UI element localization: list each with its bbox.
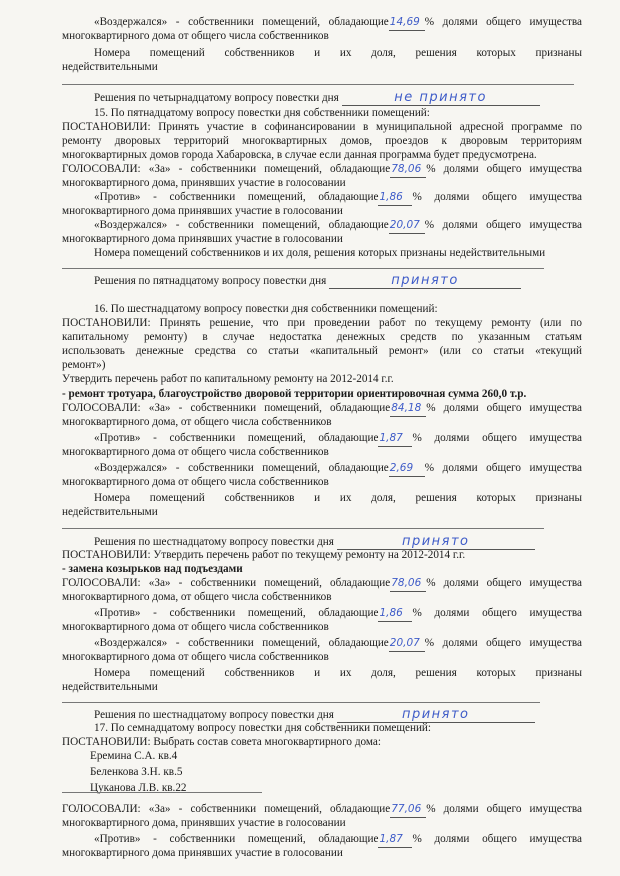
q15-resolution-3: многоквартирных домов города Хабаровска, в случае если данная программа будет предусмотрена. xyxy=(62,149,537,161)
q14-invalid-line-2: недействительными xyxy=(62,61,158,73)
council-member: Беленкова З.Н. кв.5 xyxy=(90,766,183,778)
q16-invalid-line: Номера помещений собственников и их доля, решения которых признаны xyxy=(94,492,582,504)
handwritten-decision: не принято xyxy=(342,91,540,106)
q15-resolution-1: ПОСТАНОВИЛИ: Принять участие в софинансировании в муниципальной адресной программе по xyxy=(62,121,582,133)
handwritten-value: 1,86 xyxy=(378,607,412,622)
q17-vote-against-2: многоквартирного дома принявших участие в голосовании xyxy=(62,847,343,859)
q16-invalid-line-2: недействительными xyxy=(62,506,158,518)
handwritten-value: 1,86 xyxy=(378,191,412,206)
q16-capital-item: - ремонт тротуара, благоустройство дворовой территории ориентировочная сумма 260,0 т.р. xyxy=(62,388,527,400)
q16b-vote-abstain: «Воздержался» - собственники помещений, обладающие20,07 % долями общего имущества xyxy=(94,637,582,652)
q16-decision: Решения по шестнадцатому вопросу повестки дня принято xyxy=(94,535,535,550)
council-member: Еремина С.А. кв.4 xyxy=(90,750,178,762)
q15-vote-for: ГОЛОСОВАЛИ: «За» - собственники помещений, обладающие78,06 % долями общего имущества xyxy=(62,163,582,178)
divider xyxy=(62,528,544,529)
q16b-resolution: ПОСТАНОВИЛИ: Утвердить перечень работ по текущему ремонту на 2012-2014 г.г. xyxy=(62,549,466,561)
q17-resolution: ПОСТАНОВИЛИ: Выбрать состав совета многоквартирного дома: xyxy=(62,736,381,748)
handwritten-value: 84,18 xyxy=(390,402,426,417)
divider xyxy=(62,84,574,85)
q16b-vote-against: «Против» - собственники помещений, обладающие1,86 % долями общего имущества xyxy=(94,607,582,622)
handwritten-value: 1,87 xyxy=(378,833,412,848)
q16b-item: - замена козырьков над подъездами xyxy=(62,563,243,575)
q15-resolution-2: ремонту дворовых территорий многоквартирных домов, проездов к дворовым территориям xyxy=(62,135,582,147)
handwritten-value: 20,07 xyxy=(389,637,425,652)
q15-heading: 15. По пятнадцатому вопросу повестки дня собственники помещений: xyxy=(94,107,430,119)
divider xyxy=(62,792,262,793)
handwritten-value: 20,07 xyxy=(389,219,425,234)
council-member: Цуканова Л.В. кв.22 xyxy=(90,782,187,794)
divider xyxy=(62,702,540,703)
q16-vote-against-2: многоквартирного дома от общего числа собственников xyxy=(62,446,329,458)
q14-abstain-line-2: многоквартирного дома от общего числа собственников xyxy=(62,30,329,42)
q16b-invalid-line-2: недействительными xyxy=(62,681,158,693)
q16-resolution-1: ПОСТАНОВИЛИ: Принять решение, что при проведении работ по текущему ремонту (или по xyxy=(62,317,582,329)
q16-vote-for: ГОЛОСОВАЛИ: «За» - собственники помещений, обладающие84,18 % долями общего имущества xyxy=(62,402,582,417)
q16-resolution-3: использовать денежные средства со статьи «капитальный ремонт» (или со статьи «текущий xyxy=(62,345,582,357)
handwritten-value: 14,69 xyxy=(389,16,425,31)
handwritten-decision: принято xyxy=(337,535,535,550)
handwritten-value: 77,06 xyxy=(390,803,426,818)
q15-vote-against-2: многоквартирного дома принявших участие в голосовании xyxy=(62,205,343,217)
handwritten-value: 78,06 xyxy=(390,577,426,592)
q16b-invalid-line: Номера помещений собственников и их доля, решения которых признаны xyxy=(94,667,582,679)
q14-abstain-line: «Воздержался» - собственники помещений, обладающие14,69 % долями общего имущества xyxy=(94,16,582,31)
handwritten-value: 2,69 xyxy=(389,462,425,477)
q15-vote-for-2: многоквартирного дома, принявших участие в голосовании xyxy=(62,177,346,189)
q15-vote-abstain-2: многоквартирного дома принявших участие в голосовании xyxy=(62,233,343,245)
q16-heading: 16. По шестнадцатому вопросу повестки дня собственники помещений: xyxy=(94,303,438,315)
q16-vote-abstain: «Воздержался» - собственники помещений, обладающие2,69 % долями общего имущества xyxy=(94,462,582,477)
q16b-decision: Решения по шестнадцатому вопросу повестки дня принято xyxy=(94,708,535,723)
handwritten-value: 78,06 xyxy=(390,163,426,178)
q15-invalid: Номера помещений собственников и их доля, решения которых признаны недействительными xyxy=(94,247,546,259)
q17-vote-for: ГОЛОСОВАЛИ: «За» - собственники помещений, обладающие77,06 % долями общего имущества xyxy=(62,803,582,818)
q16-vote-for-2: многоквартирного дома, от общего числа собственников xyxy=(62,416,332,428)
q16-capital-list: Утвердить перечень работ по капитальному ремонту на 2012-2014 г.г. xyxy=(62,373,394,385)
handwritten-decision: принято xyxy=(329,274,521,289)
divider xyxy=(62,268,544,269)
q17-vote-against: «Против» - собственники помещений, обладающие1,87 % долями общего имущества xyxy=(94,833,582,848)
q16-vote-abstain-2: многоквартирного дома от общего числа собственников xyxy=(62,476,329,488)
q15-decision: Решения по пятнадцатому вопросу повестки дня принято xyxy=(94,274,521,289)
q15-vote-abstain: «Воздержался» - собственники помещений, обладающие20,07 % долями общего имущества xyxy=(94,219,582,234)
q17-heading: 17. По семнадцатому вопросу повестки дня собственники помещений: xyxy=(94,722,432,734)
q14-invalid-line: Номера помещений собственников и их доля, решения которых признаны xyxy=(94,47,582,59)
q17-vote-for-2: многоквартирного дома, принявших участие в голосовании xyxy=(62,817,346,829)
q16b-vote-against-2: многоквартирного дома от общего числа собственников xyxy=(62,621,329,633)
q16-resolution-4: ремонт») xyxy=(62,359,106,371)
q16b-vote-for-2: многоквартирного дома, от общего числа собственников xyxy=(62,591,332,603)
q15-vote-against: «Против» - собственники помещений, обладающие1,86 % долями общего имущества xyxy=(94,191,582,206)
q16-resolution-2: капитальному ремонту) в случае недостатка денежных средств по указанным статьям xyxy=(62,331,582,343)
q16-vote-against: «Против» - собственники помещений, обладающие1,87 % долями общего имущества xyxy=(94,432,582,447)
handwritten-decision: принято xyxy=(337,708,535,723)
handwritten-value: 1,87 xyxy=(378,432,412,447)
q16b-vote-for: ГОЛОСОВАЛИ: «За» - собственники помещений, обладающие78,06 % долями общего имущества xyxy=(62,577,582,592)
q14-decision: Решения по четырнадцатому вопросу повестки дня не принято xyxy=(94,91,540,106)
q16b-vote-abstain-2: многоквартирного дома от общего числа собственников xyxy=(62,651,329,663)
